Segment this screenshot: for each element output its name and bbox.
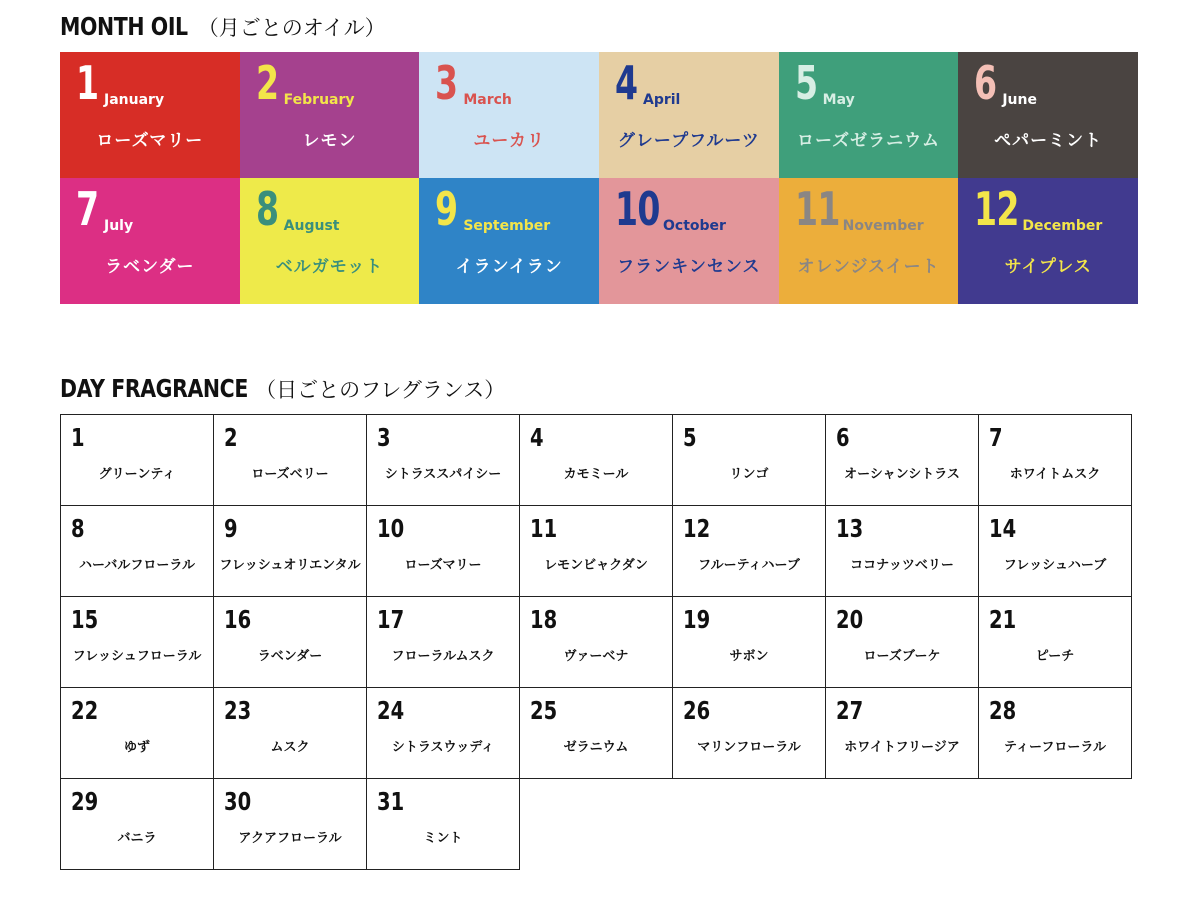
day-fragrance-name: バニラ <box>117 831 157 846</box>
month-name: June <box>1002 92 1037 108</box>
day-fragrance-name: ローズブーケ <box>863 649 941 664</box>
month-name: April <box>643 92 681 108</box>
day-number: 31 <box>377 787 405 816</box>
day-cell <box>214 506 367 597</box>
day-fragrance-name: ホワイトフリージア <box>844 740 960 755</box>
month-cell <box>419 178 599 304</box>
month-cell <box>60 52 240 178</box>
day-fragrance-name: フレッシュオリエンタル <box>219 558 361 573</box>
day-cell <box>673 415 826 506</box>
empty-cell <box>826 779 979 870</box>
day-fragrance-name: アクアフローラル <box>238 831 342 846</box>
month-name: February <box>283 92 355 108</box>
day-number: 6 <box>836 423 850 452</box>
month-oil-grid <box>60 52 1138 304</box>
day-fragrance-name: ゆず <box>123 740 150 755</box>
day-cell <box>826 597 979 688</box>
month-number: 4 <box>615 56 638 110</box>
month-cell <box>240 52 420 178</box>
month-oil-name: ローズマリー <box>96 131 204 151</box>
day-fragrance-name: ラベンダー <box>257 649 323 664</box>
day-number: 28 <box>989 696 1017 725</box>
day-cell <box>673 597 826 688</box>
day-fragrance-name: フレッシュフローラル <box>72 649 202 664</box>
day-number: 20 <box>836 605 864 634</box>
day-number: 15 <box>71 605 99 634</box>
day-cell <box>826 688 979 779</box>
day-cell <box>367 688 520 779</box>
month-oil-heading <box>60 12 386 42</box>
day-number: 8 <box>71 514 85 543</box>
month-number: 11 <box>794 182 840 236</box>
day-fragrance-name: カモミール <box>563 467 629 482</box>
month-number: 12 <box>974 182 1019 236</box>
month-name: November <box>842 218 924 234</box>
day-fragrance-name: ハーバルフローラル <box>79 558 195 573</box>
month-number: 6 <box>974 56 997 110</box>
month-oil-name: ラベンダー <box>105 257 195 277</box>
month-number: 8 <box>255 182 278 236</box>
month-oil-name: イランイラン <box>455 257 563 277</box>
month-oil-title: MONTH OIL <box>60 12 188 41</box>
day-number: 24 <box>377 696 405 725</box>
day-fragrance-heading <box>60 374 505 404</box>
day-cell <box>61 506 214 597</box>
month-cell <box>779 178 959 304</box>
day-fragrance-name: シトラスウッディ <box>391 740 495 755</box>
day-number: 26 <box>683 696 711 725</box>
day-cell <box>367 506 520 597</box>
day-fragrance-name: ローズマリー <box>404 558 482 573</box>
day-number: 3 <box>377 423 391 452</box>
day-row <box>61 779 1132 870</box>
month-oil-name: ペパーミント <box>994 131 1103 151</box>
day-fragrance-name: ムスク <box>270 740 310 755</box>
month-oil-name: サイプレス <box>1004 257 1092 277</box>
month-number: 10 <box>615 182 660 236</box>
day-number: 12 <box>683 514 711 543</box>
day-cell <box>826 415 979 506</box>
day-number: 23 <box>224 696 252 725</box>
day-number: 1 <box>71 423 85 452</box>
day-cell <box>673 506 826 597</box>
day-fragrance-name: ココナッツベリー <box>850 558 954 573</box>
day-number: 27 <box>836 696 864 725</box>
day-number: 21 <box>989 605 1017 634</box>
month-name: May <box>822 92 855 108</box>
day-number: 19 <box>683 605 711 634</box>
day-cell <box>214 688 367 779</box>
day-fragrance-name: フルーティハーブ <box>698 558 800 573</box>
day-cell <box>979 597 1132 688</box>
day-fragrance-name: ローズベリー <box>251 467 329 482</box>
day-cell <box>61 597 214 688</box>
day-fragrance-name: マリンフローラル <box>697 740 801 755</box>
month-name: December <box>1022 218 1103 234</box>
month-number: 1 <box>76 56 99 110</box>
month-number: 2 <box>255 56 278 110</box>
day-cell <box>826 506 979 597</box>
day-number: 14 <box>989 514 1017 543</box>
day-cell <box>979 506 1132 597</box>
day-number: 29 <box>71 787 99 816</box>
day-number: 2 <box>224 423 238 452</box>
day-fragrance-name: ピーチ <box>1035 649 1075 664</box>
day-number: 4 <box>530 423 544 452</box>
day-fragrance-name: ゼラニウム <box>563 740 629 755</box>
month-cell <box>779 52 959 178</box>
month-oil-name: ローズゼラニウム <box>797 131 940 151</box>
empty-cell <box>673 779 826 870</box>
day-number: 22 <box>71 696 99 725</box>
day-fragrance-table <box>60 414 1132 870</box>
day-fragrance-name: シトラススパイシー <box>384 467 502 482</box>
day-cell <box>673 688 826 779</box>
empty-cell <box>979 779 1132 870</box>
day-fragrance-title: DAY FRAGRANCE <box>60 374 248 403</box>
month-oil-name: ベルガモット <box>275 257 384 277</box>
month-name: August <box>283 218 340 234</box>
day-number: 16 <box>224 605 252 634</box>
day-cell <box>520 506 673 597</box>
day-number: 25 <box>530 696 558 725</box>
month-cell <box>599 178 779 304</box>
month-name: October <box>663 218 726 234</box>
month-oil-subtitle: （月ごとのオイル） <box>197 16 386 40</box>
day-fragrance-name: グリーンティ <box>98 467 176 482</box>
day-fragrance-name: レモンビャクダン <box>544 558 648 573</box>
day-number: 5 <box>683 423 697 452</box>
day-number: 18 <box>530 605 558 634</box>
day-number: 30 <box>224 787 252 816</box>
day-number: 11 <box>530 514 558 543</box>
month-number: 3 <box>435 56 458 110</box>
day-row <box>61 415 1132 506</box>
day-cell <box>520 597 673 688</box>
month-cell <box>958 178 1138 304</box>
day-cell <box>367 415 520 506</box>
month-cell <box>240 178 420 304</box>
month-oil-name: グレープフルーツ <box>617 131 760 151</box>
day-row <box>61 688 1132 779</box>
month-cell <box>60 178 240 304</box>
day-cell <box>61 415 214 506</box>
day-fragrance-name: フローラルムスク <box>391 649 495 664</box>
day-fragrance-name: ミント <box>423 831 463 846</box>
day-cell <box>520 688 673 779</box>
day-fragrance-name: ヴァーベナ <box>563 649 629 664</box>
day-cell <box>214 779 367 870</box>
day-row <box>61 506 1132 597</box>
day-number: 7 <box>989 423 1003 452</box>
month-oil-name: レモン <box>302 131 357 151</box>
month-name: September <box>463 218 551 234</box>
empty-cell <box>520 779 673 870</box>
day-number: 10 <box>377 514 405 543</box>
month-name: March <box>463 92 512 108</box>
day-number: 9 <box>224 514 238 543</box>
month-oil-name: ユーカリ <box>473 131 545 151</box>
day-cell <box>979 415 1132 506</box>
month-oil-name: オレンジスイート <box>797 257 940 277</box>
month-cell <box>419 52 599 178</box>
month-cell <box>958 52 1138 178</box>
day-number: 17 <box>377 605 405 634</box>
day-row <box>61 597 1132 688</box>
day-fragrance-name: フレッシュハーブ <box>1003 558 1107 573</box>
day-fragrance-name: サボン <box>729 649 769 664</box>
day-cell <box>367 597 520 688</box>
day-cell <box>979 688 1132 779</box>
day-cell <box>367 779 520 870</box>
day-cell <box>61 779 214 870</box>
day-fragrance-name: ティーフローラル <box>1004 740 1106 755</box>
month-name: July <box>104 218 134 234</box>
day-fragrance-name: オーシャンシトラス <box>844 467 960 482</box>
month-number: 9 <box>435 182 458 236</box>
month-number: 5 <box>794 56 817 110</box>
day-number: 13 <box>836 514 864 543</box>
month-name: January <box>104 92 165 108</box>
day-fragrance-subtitle: （日ごとのフレグランス） <box>255 378 506 402</box>
month-cell <box>599 52 779 178</box>
day-fragrance-name: リンゴ <box>729 467 769 482</box>
day-cell <box>61 688 214 779</box>
day-fragrance-name: ホワイトムスク <box>1009 467 1101 482</box>
day-cell <box>214 597 367 688</box>
day-cell <box>520 415 673 506</box>
month-oil-name: フランキンセンス <box>617 257 761 277</box>
day-cell <box>214 415 367 506</box>
month-number: 7 <box>76 182 99 236</box>
